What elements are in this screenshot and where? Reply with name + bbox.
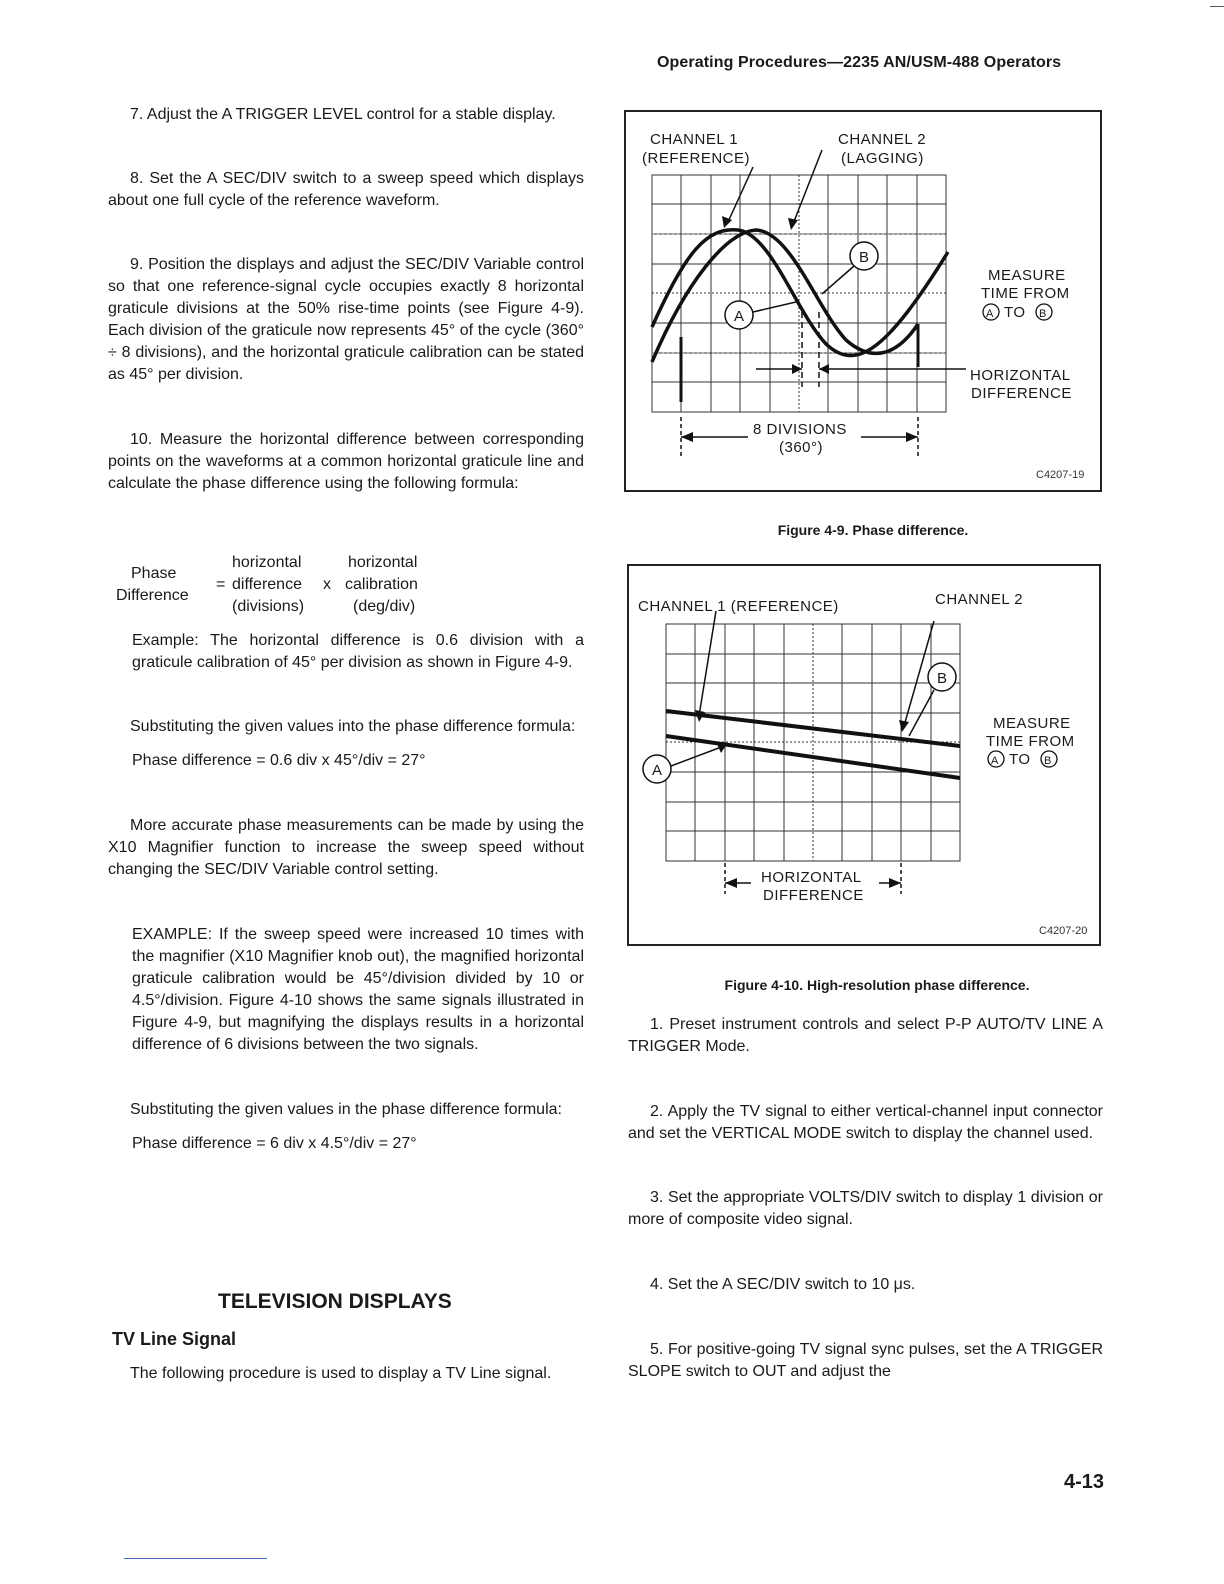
formula-equals: =	[216, 576, 226, 593]
fig10-marker-b-label: B	[937, 670, 948, 687]
left-column	[108, 104, 584, 495]
fig9-ch2-label: CHANNEL 2	[838, 131, 927, 148]
fig10-ch1-pointer	[699, 611, 716, 716]
fig10-ch2-label: CHANNEL 2	[935, 591, 1024, 608]
figure-4-10-drawing	[629, 566, 1099, 944]
result-1: Phase difference = 0.6 div x 45°/div = 27°	[132, 752, 426, 769]
tv-intro: The following procedure is used to display a TV Line signal.	[130, 1365, 552, 1382]
fig9-horiz-line2: DIFFERENCE	[971, 385, 1072, 402]
substitute-2: Substituting the given values in the phase difference formula:	[130, 1101, 562, 1118]
formula-col1-line3: (divisions)	[232, 598, 305, 615]
fig9-horiz-line1: HORIZONTAL	[970, 367, 1071, 384]
left-column-lower	[108, 630, 584, 1155]
fig10-marker-a-label: A	[652, 762, 663, 779]
formula-col2-line2: calibration	[345, 576, 418, 593]
tv-step-1: 1. Preset instrument controls and select P-P AUTO/TV LINE A TRIGGER Mode.	[628, 1016, 1103, 1055]
result-2: Phase difference = 6 div x 4.5°/div = 27°	[132, 1135, 417, 1152]
phase-formula	[113, 553, 493, 623]
formula-col1-line1: horizontal	[232, 554, 302, 571]
step-7: 7. Adjust the A TRIGGER LEVEL control for a stable display.	[130, 106, 556, 123]
tv-step-2: 2. Apply the TV signal to either vertical-channel input connector and set the VERTICAL MODE switch to display the channel used.	[628, 1103, 1103, 1142]
fig9-degrees-label: (360°)	[779, 439, 824, 456]
fig9-measure-b-glyph: B	[1039, 308, 1047, 320]
fig10-code: C4207-20	[1039, 925, 1088, 937]
fig10-horiz-line2: DIFFERENCE	[763, 887, 864, 904]
fig10-measure-line1: MEASURE	[993, 715, 1071, 732]
figure-4-9-caption: Figure 4-9. Phase difference.	[777, 522, 969, 538]
figure-4-10-caption: Figure 4-10. High-resolution phase difference.	[724, 977, 1030, 993]
accurate-paragraph: More accurate phase measurements can be made by using the X10 Magnifier function to increase the sweep speed without changing the SEC/DIV Variable control setting.	[108, 817, 584, 878]
corner-mark	[1210, 6, 1224, 7]
formula-lhs-2: Difference	[116, 587, 189, 604]
fig9-measure-to: TO	[1004, 304, 1026, 321]
fig9-measure-a-glyph: A	[986, 308, 994, 320]
figure-4-10	[627, 564, 1101, 946]
fig9-divisions-label: 8 DIVISIONS	[753, 421, 847, 438]
tv-intro-block	[108, 1363, 584, 1385]
fig10-measure-to: TO	[1009, 751, 1031, 768]
right-column	[628, 1014, 1103, 1383]
fig9-ch1-sub: (REFERENCE)	[642, 150, 751, 167]
step-8: 8. Set the A SEC/DIV switch to a sweep speed which displays about one full cycle of the reference waveform.	[108, 170, 584, 209]
fig9-measure-line1: MEASURE	[988, 267, 1066, 284]
step-10: 10. Measure the horizontal difference between corresponding points on the waveforms at a common horizontal graticule line and calculate the phase difference using the following formula:	[108, 431, 584, 492]
fig9-code: C4207-19	[1036, 469, 1085, 481]
formula-col1-line2: difference	[232, 576, 302, 593]
example-1: Example: The horizontal difference is 0.6 division with a graticule calibration of 45° per division as shown in Figure 4-9.	[132, 632, 584, 671]
fig10-measure-line2: TIME FROM	[986, 733, 1075, 750]
step-9: 9. Position the displays and adjust the SEC/DIV Variable control so that one reference-signal cycle occupies exactly 8 horizontal graticule divisions at the 50% rise-time points (see Figure 4-9). Each division of the graticule now represents 45° of the cycle (360° ÷ 8 divisions), and the horizontal graticule calibration can be stated as 45° per division.	[108, 256, 584, 383]
figure-4-9-drawing	[626, 112, 1100, 490]
page-header: Operating Procedures—2235 AN/USM-488 Operators	[657, 54, 1062, 71]
bottom-rule	[124, 1558, 267, 1559]
figure-4-9	[624, 110, 1102, 492]
fig9-ch1-label: CHANNEL 1	[650, 131, 739, 148]
fig10-measure-b-glyph: B	[1044, 755, 1052, 767]
formula-lhs-1: Phase	[131, 565, 177, 582]
section-title: TELEVISION DISPLAYS	[218, 1290, 452, 1313]
fig10-horiz-line1: HORIZONTAL	[761, 869, 862, 886]
substitute-1: Substituting the given values into the phase difference formula:	[130, 718, 576, 735]
fig9-ch2-sub: (LAGGING)	[841, 150, 924, 167]
fig9-ch2-pointer	[793, 150, 822, 224]
formula-col2-line3: (deg/div)	[353, 598, 416, 615]
tv-step-4: 4. Set the A SEC/DIV switch to 10 μs.	[650, 1276, 916, 1293]
formula-col2-line1: horizontal	[348, 554, 418, 571]
fig10-measure-a-glyph: A	[991, 755, 999, 767]
fig9-marker-b-label: B	[859, 249, 870, 266]
fig9-marker-a-label: A	[734, 308, 745, 325]
tv-step-3: 3. Set the appropriate VOLTS/DIV switch to display 1 division or more of composite video signal.	[628, 1189, 1103, 1228]
page-number: 4-13	[1064, 1471, 1105, 1493]
example-2: EXAMPLE: If the sweep speed were increased 10 times with the magnifier (X10 Magnifier knob out), the magnified horizontal graticule calibration would be 45°/division divided by 10 or 4.5°/division. Figure 4-10 shows the same signals illustrated in Figure 4-9, but magnifying the displays results in a horizontal difference of 6 divisions between the two signals.	[132, 926, 584, 1053]
fig9-measure-line2: TIME FROM	[981, 285, 1070, 302]
formula-times: x	[323, 576, 331, 593]
tv-step-5: 5. For positive-going TV signal sync pulses, set the A TRIGGER SLOPE switch to OUT and adjust the	[628, 1341, 1103, 1380]
fig10-ch1-label: CHANNEL 1 (REFERENCE)	[638, 598, 839, 615]
subsection-title: TV Line Signal	[112, 1329, 237, 1349]
